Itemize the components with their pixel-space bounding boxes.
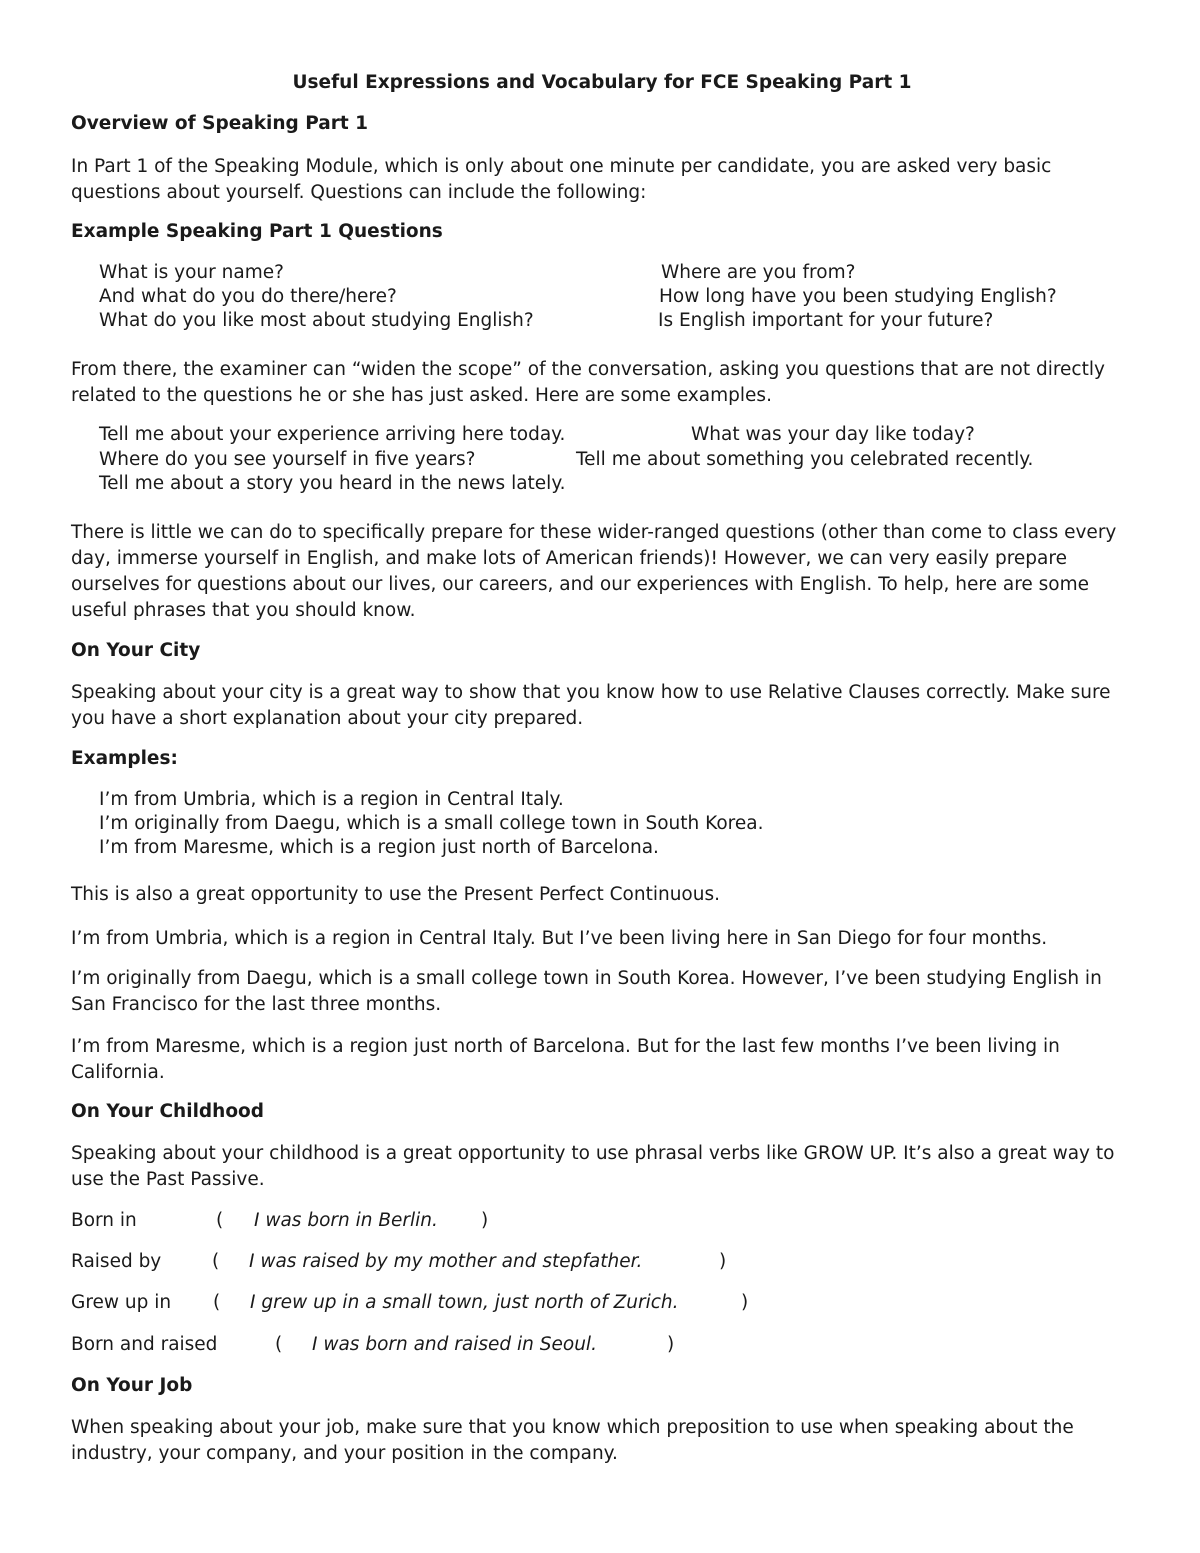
ppc-example: I’m from Umbria, which is a region in Central Italy. But I’ve been living here in San Diego for four months. [71,928,1048,949]
job-heading: On Your Job [71,1375,193,1396]
overview-text: In Part 1 of the Speaking Module, which is only about one minute per candidate, you are asked very basic questions about yourself. Questions can include the following: [71,156,1052,203]
phrase-term: Grew up in [71,1292,172,1313]
phrase-term: Born and raised [71,1334,218,1355]
phrase-term: Raised by [71,1251,162,1272]
ppc-example: I’m originally from Daegu, which is a small college town in South Korea. However, I’ve been studying English in San Francisco for the last three months. [71,968,1102,1015]
question-right: Where are you from? [661,262,856,283]
open-paren: ( [275,1334,283,1355]
phrase-term: Born in [71,1210,137,1231]
document-title: Useful Expressions and Vocabulary for FCE Speaking Part 1 [292,72,912,93]
example-questions-heading: Example Speaking Part 1 Questions [71,221,443,242]
city-example: I’m originally from Daegu, which is a small college town in South Korea. [99,813,764,834]
city-heading: On Your City [71,640,201,661]
phrase-example: I grew up in a small town, just north of Zurich. [250,1292,679,1313]
widen-scope-text: From there, the examiner can “widen the scope” of the conversation, asking you questions that are not directly related to the questions he or she has just asked. Here are some examples. [71,359,1105,406]
ppc-example: I’m from Maresme, which is a region just north of Barcelona. But for the last few months I’ve been living in California. [71,1036,1060,1083]
examples-heading: Examples: [71,748,178,769]
question-right: How long have you been studying English? [659,286,1057,307]
question-left: And what do you do there/here? [99,286,397,307]
city-text: Speaking about your city is a great way to show that you know how to use Relative Clauses correctly. Make sure you have a short explanation about your city prepared. [71,682,1111,729]
wider-question: Where do you see yourself in five years? [99,449,476,470]
prepare-text: There is little we can do to specifically prepare for these wider-ranged questions (other than come to class every day, immerse yourself in English, and make lots of American friends)! However, we can very easily prepare ourselves for questions about our lives, our careers, and our experiences with English. To help, here are some useful phrases that you should know. [71,522,1117,621]
close-paren: ) [481,1210,489,1231]
wider-question: Tell me about your experience arriving here today. [99,424,566,445]
childhood-heading: On Your Childhood [71,1101,264,1122]
childhood-text: Speaking about your childhood is a great opportunity to use phrasal verbs like GROW UP. It’s also a great way to use the Past Passive. [71,1143,1115,1190]
wider-question: Tell me about something you celebrated recently. [576,449,1034,470]
phrase-example: I was born in Berlin. [254,1210,438,1231]
close-paren: ) [741,1292,749,1313]
open-paren: ( [213,1292,221,1313]
wider-question: What was your day like today? [691,424,975,445]
question-left: What is your name? [99,262,284,283]
wider-question: Tell me about a story you heard in the news lately. [99,473,566,494]
open-paren: ( [216,1210,224,1231]
city-example: I’m from Umbria, which is a region in Central Italy. [99,789,564,810]
question-left: What do you like most about studying English? [99,310,534,331]
open-paren: ( [212,1251,220,1272]
city-example: I’m from Maresme, which is a region just north of Barcelona. [99,837,659,858]
close-paren: ) [719,1251,727,1272]
question-right: Is English important for your future? [658,310,994,331]
phrase-example: I was born and raised in Seoul. [312,1334,597,1355]
close-paren: ) [667,1334,675,1355]
ppc-text: This is also a great opportunity to use the Present Perfect Continuous. [71,884,720,905]
job-text: When speaking about your job, make sure that you know which preposition to use when speaking about the industry, your company, and your position in the company. [71,1417,1074,1464]
phrase-example: I was raised by my mother and stepfather. [249,1251,643,1272]
overview-heading: Overview of Speaking Part 1 [71,113,369,134]
